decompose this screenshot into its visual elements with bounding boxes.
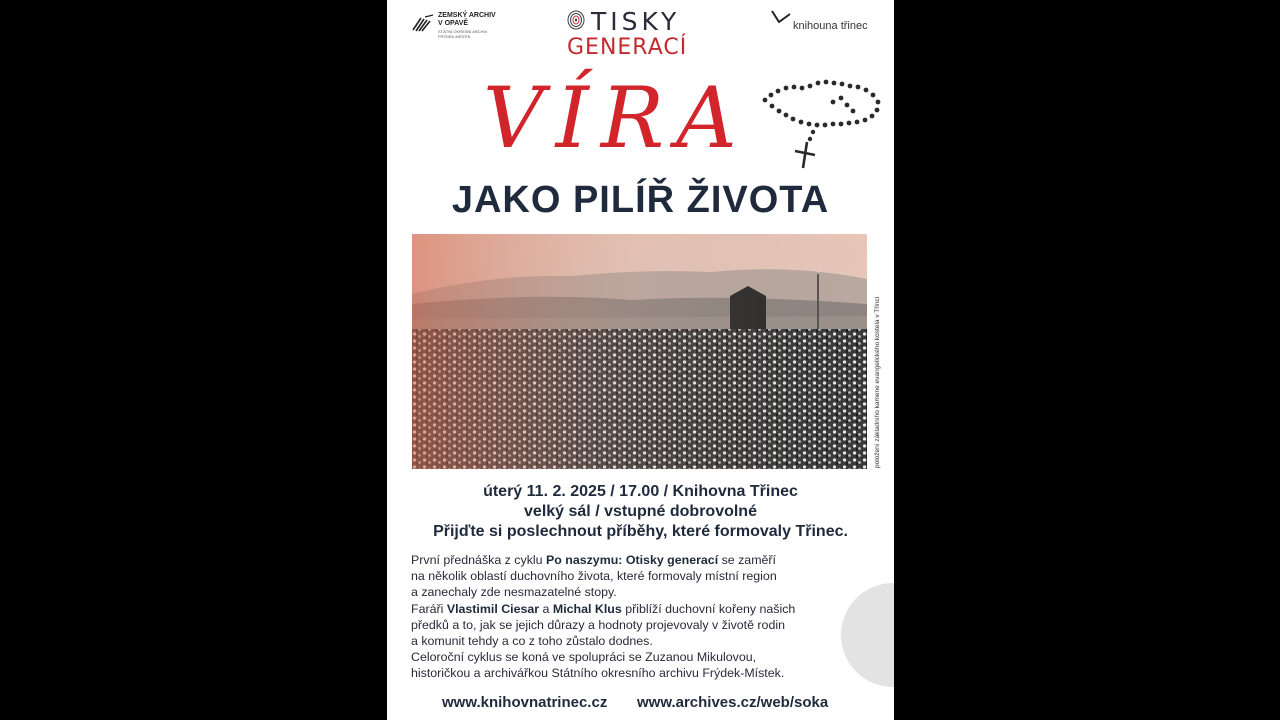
speaker-name: Michal Klus [552,601,622,616]
archive-logo-line4: FRÝDEK-MÍSTEK [438,34,471,39]
archive-logo-line3: STÁTNÍ OKRESNÍ ARCHIV [438,29,488,34]
description-line: předků a to, jak se jejich důrazy a hodnoty projevovaly v životě rodin [411,617,785,632]
description-line: a komunit tehdy a co z toho zůstalo dodnes. [411,634,653,649]
series-logo-line2: GENERACÍ [567,35,688,60]
archive-url-link[interactable]: www.archives.cz/web/soka [637,694,829,711]
poster [387,0,894,720]
fingerprint-icon [567,10,585,30]
description-line: Faráři Vlastimil Ciesar a Michal Klus přiblíží duchovní kořeny našich [411,601,796,616]
photo-caption [866,240,882,470]
description-line: historičkou a archivářkou Státního okresního archivu Frýdek-Místek. [411,666,785,681]
archive-logo-line2: V OPAVĚ [438,20,469,27]
description [411,552,851,682]
archive-logo-line1: ZEMSKÝ ARCHIV [438,12,496,19]
subtitle: JAKO PILÍŘ ŽIVOTA [451,179,830,221]
description-line: na několik oblastí duchovního života, které formovaly místní region [411,569,777,584]
series-name: Po naszymu: Otisky generací [545,553,719,567]
event-invitation: Přijďte si poslechnout příběhy, které formovaly Třinec. [433,523,848,540]
description-line: První přednáška z cyklu Po naszymu: Otisky generací se zaměří [411,553,776,567]
series-logo [565,6,735,62]
photo-caption-text: položení základního kamene evangelického kostela v Třinci [874,296,881,468]
rosary-icon [757,78,885,170]
crowd-photo [412,234,867,469]
title: VÍRA [483,69,749,167]
library-url-link[interactable]: www.knihovnatrinec.cz [442,694,608,711]
event-datetime: úterý 11. 2. 2025 / 17.00 / Knihovna Třinec [483,483,798,500]
description-line: a zanechaly zde nesmazatelné stopy. [411,585,617,600]
description-line: Celoroční cyklus se koná ve spolupráci se Zuzanou Mikulovou, [411,650,757,665]
archive-rays-icon [411,14,435,32]
event-venue: velký sál / vstupné dobrovolné [524,503,757,520]
archive-logo [411,12,521,42]
series-logo-line1: TISKY [591,7,681,36]
v-check-icon [771,10,791,24]
library-logo [771,10,881,36]
speaker-name: Vlastimil Ciesar [446,601,540,616]
library-logo-text: knihouna třinec [793,20,868,32]
